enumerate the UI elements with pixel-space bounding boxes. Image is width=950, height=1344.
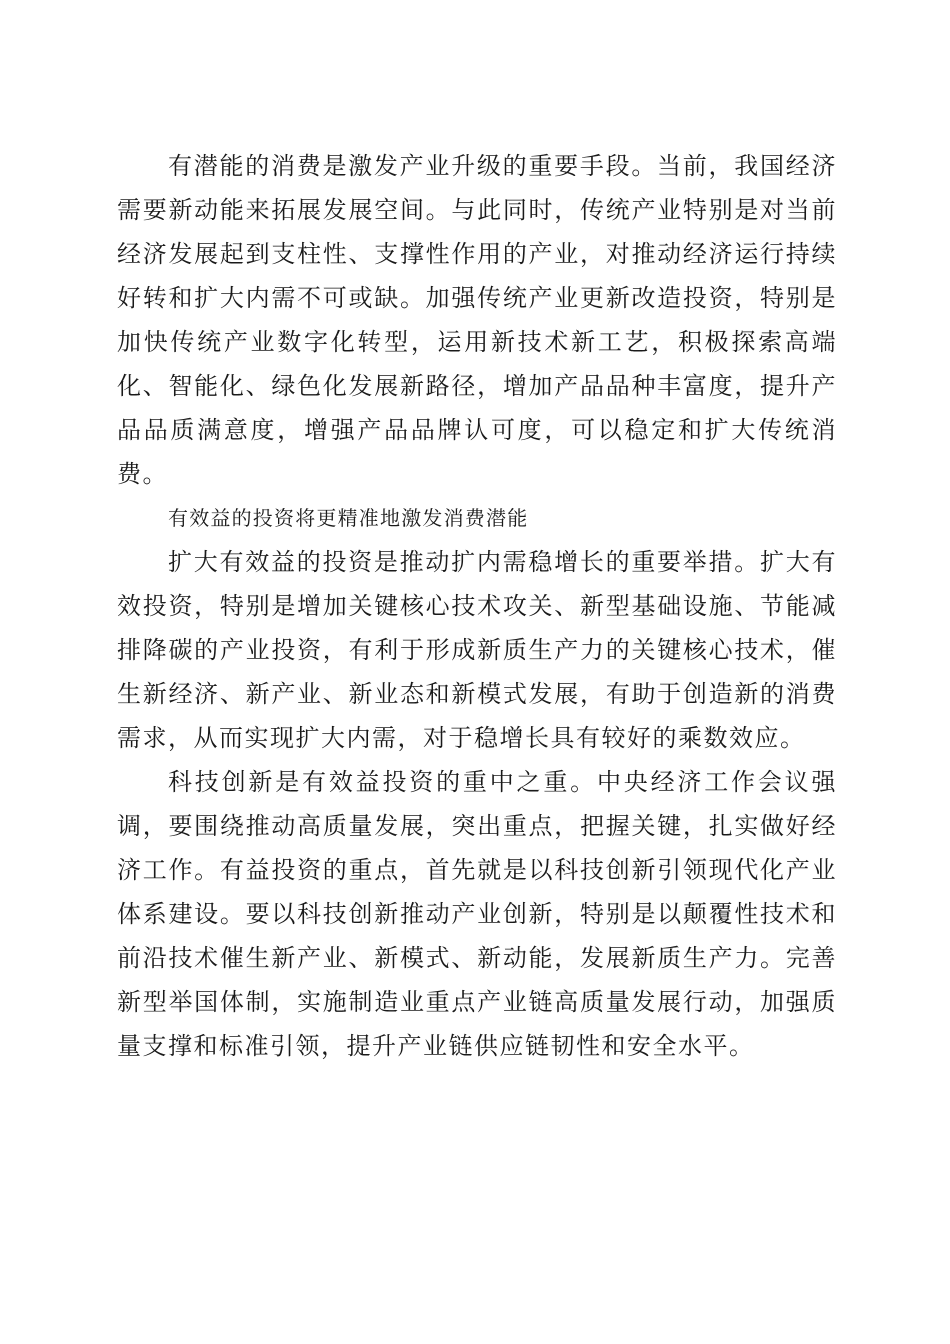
paragraph-consumption-potential: 有潜能的消费是激发产业升级的重要手段。当前，我国经济需要新动能来拓展发展空间。与此同时，传统产业特别是对当前经济发展起到支柱性、支撑性作用的产业，对推动经济运行持续好转和扩大内需不可或缺。加强传统产业更新改造投资，特别是加快传统产业数字化转型，运用新技术新工艺，积极探索高端化、智能化、绿色化发展新路径，增加产品品种丰富度，提升产品品质满意度，增强产品品牌认可度，可以稳定和扩大传统消费。 (117, 152, 837, 488)
paragraph-tech-innovation: 科技创新是有效益投资的重中之重。中央经济工作会议强调，要围绕推动高质量发展，突出重点，把握关键，扎实做好经济工作。有益投资的重点，首先就是以科技创新引领现代化产业体系建设。要以科技创新推动产业创新，特别是以颠覆性技术和前沿技术催生新产业、新模式、新动能，发展新质生产力。完善新型举国体制，实施制造业重点产业链高质量发展行动，加强质量支撑和标准引领，提升产业链供应链韧性和安全水平。 (117, 768, 837, 1060)
document-body (117, 144, 837, 1068)
section-heading: 有效益的投资将更精准地激发消费潜能 (168, 506, 529, 530)
paragraph-effective-investment: 扩大有效益的投资是推动扩内需稳增长的重要举措。扩大有效投资，特别是增加关键核心技术攻关、新型基础设施、节能减排降碳的产业投资，有利于形成新质生产力的关键核心技术，催生新经济、新产业、新业态和新模式发展，有助于创造新的消费需求，从而实现扩大内需，对于稳增长具有较好的乘数效应。 (117, 548, 837, 752)
